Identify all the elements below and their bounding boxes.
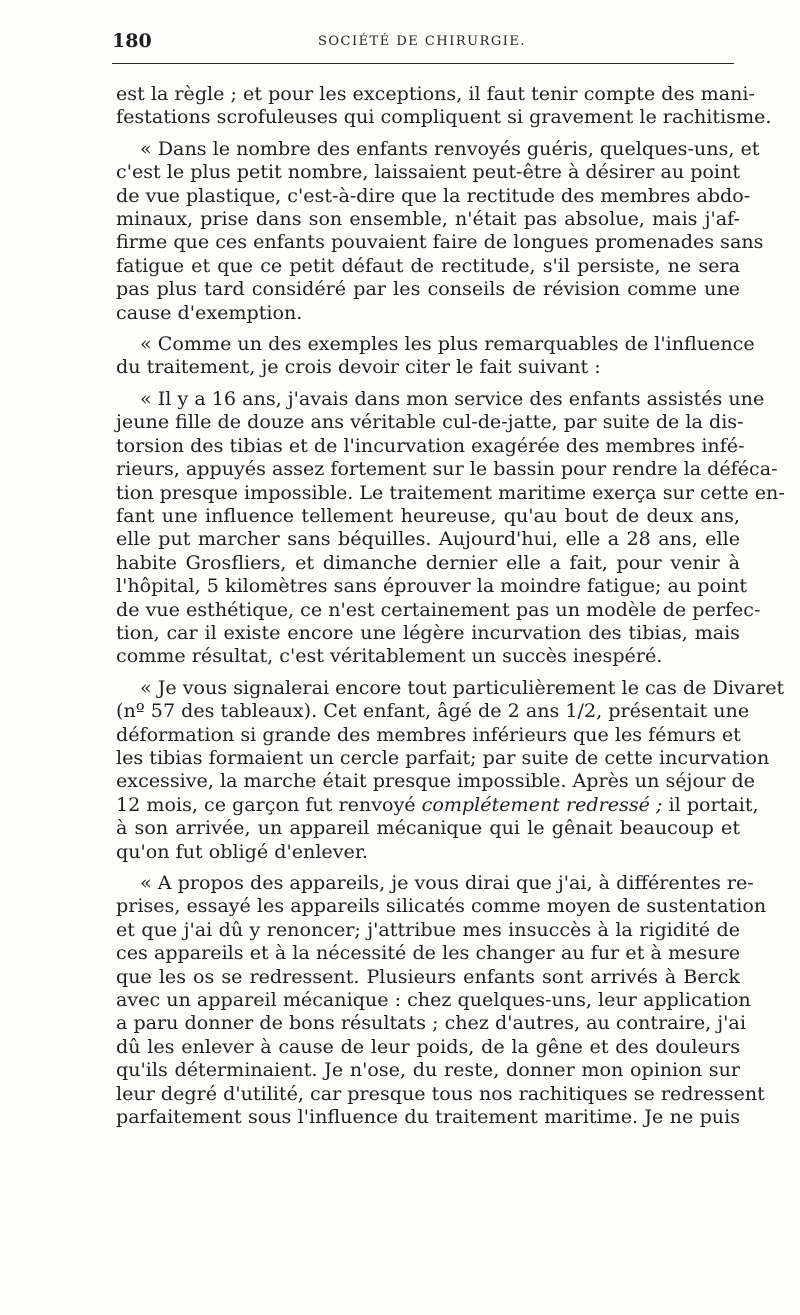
text-line: « Il y a 16 ans, j'avais dans mon service des enfants assistés une [140, 386, 765, 410]
running-head [112, 30, 732, 58]
text-line: que les os se redressent. Plusieurs enfants sont arrivés à Berck [116, 964, 740, 988]
text-line: fatigue et que ce petit défaut de rectitude, s'il persiste, ne sera [116, 253, 740, 277]
text-line: avec un appareil mécanique : chez quelques-uns, leur application [116, 988, 751, 1012]
text-line: comme résultat, c'est véritablement un succès inespéré. [116, 644, 663, 668]
paragraph-5 [116, 675, 785, 863]
text-line: ces appareils et à la nécessité de les changer au fur et à mesure [116, 941, 740, 965]
body-text [116, 82, 785, 1136]
text-line: dû les enlever à cause de leur poids, de la gêne et des douleurs [116, 1034, 740, 1058]
text-line: est la règle ; et pour les exceptions, il faut tenir compte des mani- [116, 82, 755, 105]
text-line: qu'ils déterminaient. Je n'ose, du reste, donner mon opinion sur [116, 1058, 740, 1082]
text-line: minaux, prise dans son ensemble, n'était pas absolue, mais j'af- [116, 207, 740, 231]
paragraph-2 [116, 136, 764, 324]
italic-phrase: complétement redressé ; [421, 792, 663, 816]
text-line: les tibias formaient un cercle parfait; par suite de cette incurvation [116, 745, 770, 769]
text-line: (nº 57 des tableaux). Cet enfant, âgé de 2 ans 1/2, présentait une [116, 699, 750, 723]
text-line: firme que ces enfants pouvaient faire de longues promenades sans [116, 230, 764, 254]
text-line: l'hôpital, 5 kilomètres sans éprouver la moindre fatigue; au point [116, 574, 748, 598]
text-line: « Je vous signalerai encore tout particulièrement le cas de Divaret [140, 675, 785, 699]
header-rule [112, 63, 734, 64]
text-line: à son arrivée, un appareil mécanique qui le gênait beaucoup et [116, 816, 740, 840]
journal-title: SOCIÉTÉ DE CHIRURGIE. [317, 34, 527, 49]
text-line: et que j'ai dû y renoncer; j'attribue mes insuccès à la rigidité de [116, 917, 740, 941]
text-line: tion presque impossible. Le traitement maritime exerça sur cette en- [116, 480, 785, 504]
text-line: festations scrofuleuses qui compliquent si gravement le rachitisme. [116, 105, 772, 129]
text-line: « Comme un des exemples les plus remarquables de l'influence [140, 332, 755, 356]
text-line: pas plus tard considéré par les conseils de révision comme une [116, 277, 740, 301]
text-line: tion, car il existe encore une légère incurvation des tibias, mais [116, 620, 740, 644]
text-line: fant une influence tellement heureuse, qu'au bout de deux ans, [116, 503, 740, 527]
text-line: qu'on fut obligé d'enlever. [116, 839, 368, 863]
text-line: jeune fille de douze ans véritable cul-de-jatte, par suite de la dis- [116, 410, 744, 434]
text-segment: il portait, [662, 792, 759, 816]
text-line: a paru donner de bons résultats ; chez d'autres, au contraire, j'ai [116, 1011, 746, 1035]
text-line: excessive, la marche était presque impossible. Après un séjour de [116, 769, 755, 793]
text-line: c'est le plus petit nombre, laissaient peut-être à désirer au point [116, 160, 740, 184]
text-line: parfaitement sous l'influence du traitement maritime. Je ne puis [116, 1105, 740, 1129]
text-line: de vue esthétique, ce n'est certainement pas un modèle de perfec- [116, 597, 761, 621]
text-line: torsion des tibias et de l'incurvation exagérée des membres infé- [116, 433, 745, 457]
text-line-with-italic [116, 792, 759, 816]
text-segment: 12 mois, ce garçon fut renvoyé [116, 792, 422, 816]
text-line: leur degré d'utilité, car presque tous nos rachitiques se redressent [116, 1081, 765, 1105]
text-line: rieurs, appuyés assez fortement sur le bassin pour rendre la déféca- [116, 457, 778, 481]
text-line: habite Grosfliers, et dimanche dernier elle a fait, pour venir à [116, 550, 740, 574]
text-line: elle put marcher sans béquilles. Aujourd'hui, elle a 28 ans, elle [116, 527, 740, 551]
text-line: cause d'exemption. [116, 300, 303, 324]
text-line: « A propos des appareils, je vous dirai que j'ai, à différentes re- [140, 871, 754, 894]
paragraph-6 [116, 871, 767, 1129]
page-number: 180 [112, 30, 152, 52]
text-line: déformation si grande des membres inférieurs que les fémurs et [116, 722, 741, 746]
paragraph-3 [116, 332, 755, 379]
text-line: du traitement, je crois devoir citer le fait suivant : [116, 355, 601, 379]
paragraph-4 [116, 386, 785, 668]
text-line: « Dans le nombre des enfants renvoyés guéris, quelques-uns, et [140, 136, 760, 160]
paragraph-1 [116, 82, 772, 129]
text-line: de vue plastique, c'est-à-dire que la rectitude des membres abdo- [116, 183, 751, 207]
text-line: prises, essayé les appareils silicatés comme moyen de sustentation [116, 894, 767, 918]
